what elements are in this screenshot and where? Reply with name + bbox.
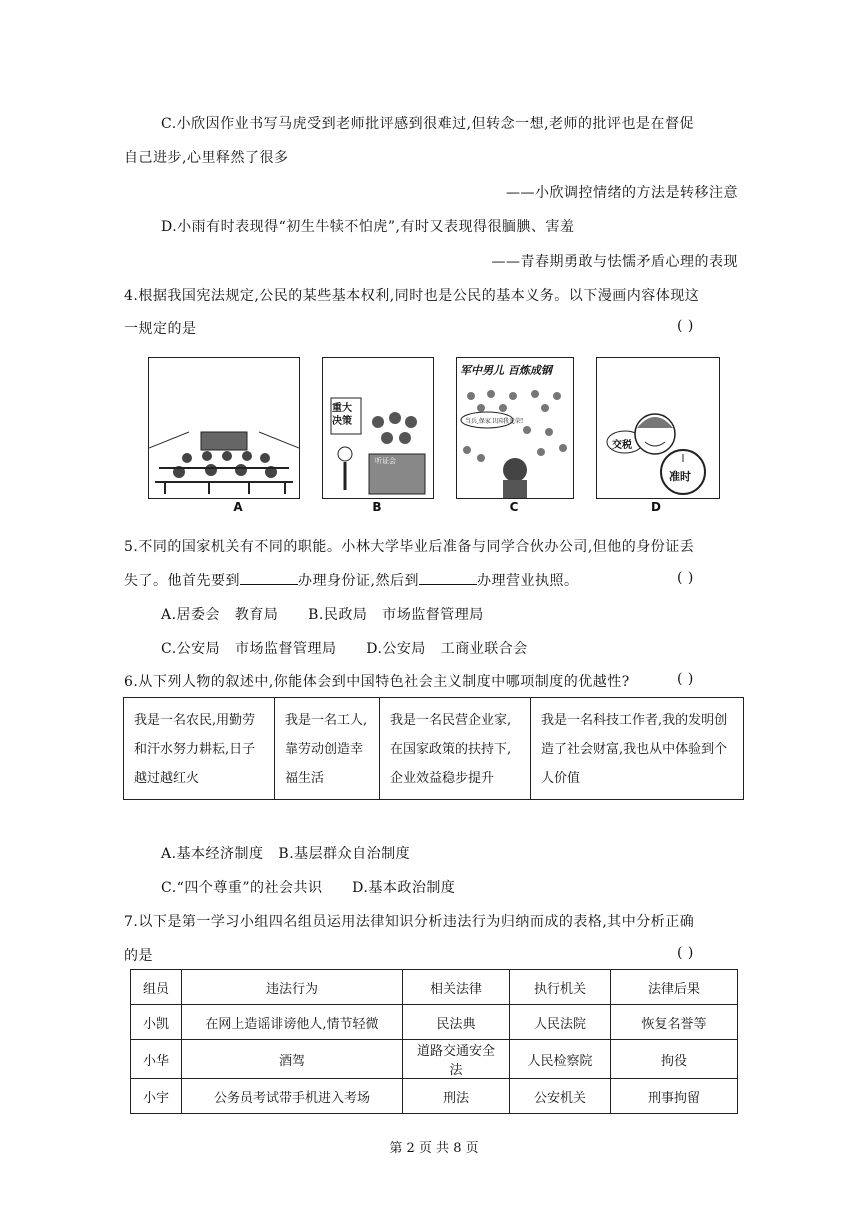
q5-blank-2 [419,572,477,585]
cartoon-b-label: B [372,500,382,514]
q3-option-d-note: ——青春期勇敢与怯懦矛盾心理的表现 [491,254,738,270]
q5-options-ab: A.居委会 教育局 B.民政局 市场监督管理局 [161,607,484,623]
q7-law-table [130,969,738,1114]
cartoon-b-sign: 重大决策 [332,403,352,427]
cartoon-c-bubble: 当兵,保家卫国我光荣! [465,418,524,425]
q5-options-cd: C.公安局 市场监督管理局 D.公安局 工商业联合会 [161,641,528,657]
header-cell: 组员 [131,970,182,1005]
cell-line: 造了社会财富,我也从中体验到个 [541,742,728,757]
q3-option-c-line2: 自己进步,心里释然了很多 [124,150,289,166]
cell-line: 人价值 [541,771,581,786]
cartoon-c-banner: 军中男儿 百炼成钢 [460,364,552,377]
cell-line: 我是一名工人, [285,713,368,728]
cartoon-d-label: D [651,500,661,514]
table-cell: 在网上造谣诽谤他人,情节轻微 [182,1005,403,1040]
cartoon-a-label: A [233,500,243,514]
q3-option-d-line1: D.小雨有时表现得“初生牛犊不怕虎”,有时又表现得很腼腆、害羞 [161,219,575,235]
q6-statement-table [123,697,744,800]
table-cell: 酒驾 [182,1040,403,1079]
table-cell: 公务员考试带手机进入考场 [182,1079,403,1114]
q6-options-cd: C.“四个尊重”的社会共识 D.基本政治制度 [161,880,456,896]
q7-stem-line1: 7.以下是第一学习小组四名组员运用法律知识分析违法行为归纳而成的表格,其中分析正确 [124,914,695,930]
cartoon-b-desk-label: 听证会 [375,457,396,465]
table-cell: 道路交通安全法 [403,1040,510,1079]
cartoon-d-tax [596,357,720,499]
cartoon-c-soldiers [456,357,574,499]
q4-stem-line1: 4.根据我国宪法规定,公民的某些基本权利,同时也是公民的基本义务。以下漫画内容体现这 [124,288,700,304]
table-header-row [131,970,738,1005]
q5-blank-1 [240,572,298,585]
cartoon-a-classroom [148,357,300,499]
table-cell: 刑事拘留 [611,1079,738,1114]
cartoon-d-bubble: 交税 [612,440,632,451]
q6-farmer-cell [124,698,275,800]
q6-stem: 6.从下列人物的叙述中,你能体会到中国特色社会主义制度中哪项制度的优越性? [124,674,630,690]
cartoon-d-clock: 准时 [669,470,691,483]
header-cell: 相关法律 [403,970,510,1005]
table-cell: 小宇 [131,1079,182,1114]
table-cell: 小华 [131,1040,182,1079]
page-footer: 第 2 页 共 8 页 [389,1141,479,1156]
q5-answer-paren: ( ) [677,570,694,586]
header-cell: 执行机关 [510,970,611,1005]
cell-line: 和汗水努力耕耘,日子 [134,742,256,757]
q6-answer-paren: ( ) [677,671,694,687]
cell-line: 靠劳动创造幸 [285,742,364,757]
q5-stem-line1: 5.不同的国家机关有不同的职能。小林大学毕业后准备与同学合伙办公司,但他的身份证丢 [124,539,695,555]
q5-stem-line2 [124,570,578,590]
cartoon-c-label: C [509,500,519,514]
q7-answer-paren: ( ) [677,945,694,961]
table-row [131,1005,738,1040]
table-row [124,698,744,800]
q4-stem-line2: 一规定的是 [124,321,197,337]
cell-line: 福生活 [285,771,325,786]
q5-stem-part2: 办理身份证,然后到 [298,573,419,589]
q4-answer-paren: ( ) [677,318,694,334]
table-row [131,1079,738,1114]
q3-option-c-note: ——小欣调控情绪的方法是转移注意 [506,185,738,201]
cell-line: 在国家政策的扶持下, [390,742,512,757]
q5-stem-part3: 办理营业执照。 [476,573,579,589]
q6-worker-cell [275,698,380,800]
cell-line: 我是一名民营企业家, [390,713,512,728]
header-cell: 违法行为 [182,970,403,1005]
q7-stem-line2: 的是 [124,948,153,964]
table-cell: 人民检察院 [510,1040,611,1079]
q5-stem-part1: 失了。他首先要到 [124,573,240,589]
q6-entrepreneur-cell [380,698,531,800]
cell-line: 我是一名农民,用勤劳 [134,713,256,728]
q6-options-ab: A.基本经济制度 B.基层群众自治制度 [161,846,411,862]
q6-scientist-cell [531,698,744,800]
q3-option-c-line1: C.小欣因作业书写马虎受到老师批评感到很难过,但转念一想,老师的批评也是在督促 [161,116,695,132]
table-cell: 恢复名誉等 [611,1005,738,1040]
cell-line: 企业效益稳步提升 [390,771,495,786]
cartoon-b-hearing [322,357,434,499]
table-cell: 拘役 [611,1040,738,1079]
header-cell: 法律后果 [611,970,738,1005]
table-cell: 小凯 [131,1005,182,1040]
cell-line: 我是一名科技工作者,我的发明创 [541,713,728,728]
table-cell: 刑法 [403,1079,510,1114]
cell-line: 越过越红火 [134,771,200,786]
table-cell: 民法典 [403,1005,510,1040]
table-cell: 人民法院 [510,1005,611,1040]
table-cell: 公安机关 [510,1079,611,1114]
table-row [131,1040,738,1079]
